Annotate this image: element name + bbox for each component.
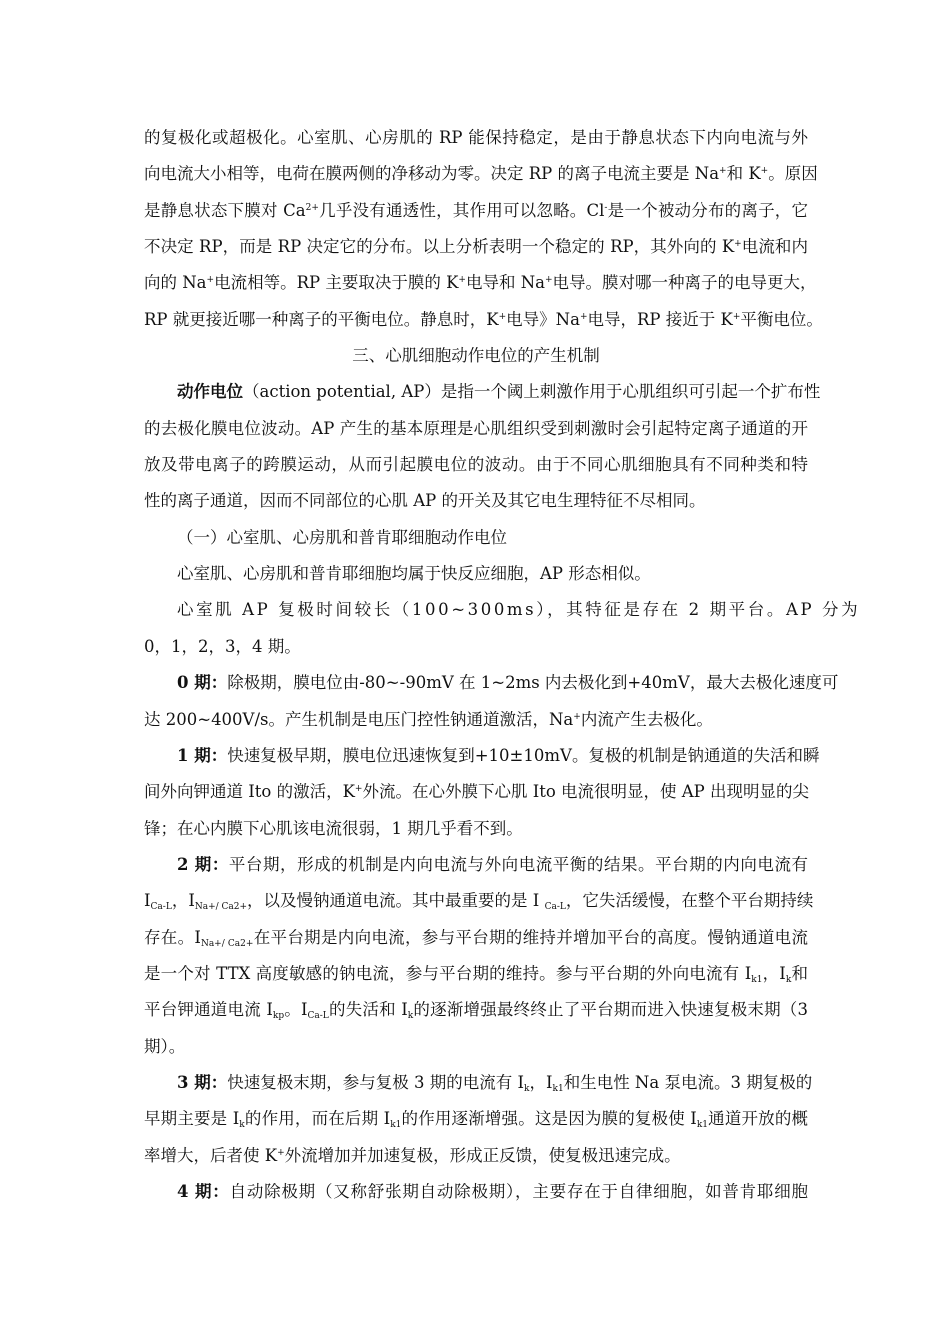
text-run: 的作用逐渐增强。这是因为膜的复极使 I	[401, 1109, 697, 1129]
superscript: +	[277, 1147, 285, 1158]
text-line	[144, 374, 821, 410]
paragraph-resting-potential	[144, 120, 823, 338]
paragraph-action-potential	[144, 374, 821, 519]
text-line	[144, 811, 808, 847]
paragraph-fast-response	[144, 556, 808, 592]
paragraph-phase-1	[144, 738, 820, 847]
paragraph-ventricular-ap	[144, 592, 861, 665]
bold-term: 1 期：	[177, 745, 228, 765]
text-run: 的逐渐增强最终终止了平台期而进入快速复极末期（3	[413, 1000, 808, 1020]
text-run: ，I	[762, 963, 786, 983]
subscript: k	[785, 974, 792, 985]
text-line	[144, 302, 823, 338]
text-run: 。I	[284, 1000, 308, 1020]
text-line	[144, 738, 820, 774]
text-run: I	[144, 891, 151, 911]
superscript: +	[760, 166, 769, 177]
text-run: 电导，RP 接近于 K	[587, 309, 733, 329]
text-run: 。原因	[768, 164, 818, 184]
subscript: k	[407, 1011, 414, 1022]
text-line	[144, 1138, 808, 1174]
subscript: Ca-L	[544, 902, 566, 913]
document-body	[144, 120, 861, 1210]
text-run: 几乎没有通透性，其作用可以忽略。Cl	[318, 200, 605, 220]
text-run: （一）心室肌、心房肌和普肯耶细胞动作电位	[177, 527, 507, 547]
text-run: 的作用，而在后期 I	[244, 1109, 391, 1129]
text-run: 早期主要是 I	[144, 1109, 240, 1129]
text-run: 内流产生去极化。	[580, 709, 713, 729]
text-run: 平衡电位。	[740, 309, 823, 329]
text-run: 和生电性 Na 泵电流。3 期复极的	[563, 1072, 813, 1092]
text-line	[144, 702, 808, 738]
subsection-heading-text	[144, 520, 808, 556]
superscript: +	[458, 275, 466, 286]
text-line	[144, 556, 808, 592]
text-run: 平台期，形成的机制是内向电流与外向电流平衡的结果。平台期的内向电流有	[228, 854, 808, 874]
text-run: 的去极化膜电位波动。AP 产生的基本原理是心肌组织受到刺激时会引起特定离子通道的开	[144, 418, 808, 438]
superscript: 2+	[305, 202, 319, 213]
text-run: ，它失活缓慢，在整个平台期持续	[565, 891, 814, 911]
subsection-heading	[144, 520, 808, 556]
text-run: 三、心肌细胞动作电位的产生机制	[352, 346, 600, 366]
text-run: ，I	[171, 891, 195, 911]
text-line	[144, 774, 808, 810]
text-run: 是静息状态下膜对 Ca	[144, 200, 306, 220]
text-line	[144, 992, 808, 1028]
paragraph-phase-0	[144, 665, 839, 738]
text-run: 不决定 RP，而是 RP 决定它的分布。以上分析表明一个稳定的 RP，其外向的 K	[144, 237, 735, 257]
text-run: 是一个对 TTX 高度敏感的钠电流，参与平台期的维持。参与平台期的外向电流有 I	[144, 963, 752, 983]
subscript: k1	[552, 1083, 564, 1094]
text-line	[144, 1101, 808, 1137]
text-run: 通道开放的概	[708, 1109, 809, 1129]
text-run: 存在。I	[144, 927, 201, 947]
text-run: 心室肌 AP 复极时间较长（100~300ms），其特征是存在 2 期平台。AP 分为	[177, 600, 861, 620]
text-line	[144, 120, 808, 156]
paragraph-phase-2	[144, 847, 814, 1065]
text-line	[144, 411, 808, 447]
text-run: 外流增加并加速复极，形成正反馈，使复极迅速完成。	[284, 1145, 681, 1165]
text-run: 电流和内	[741, 237, 808, 257]
text-run: 电导和 Na	[465, 273, 545, 293]
text-run: 平台钾通道电流 I	[144, 1000, 273, 1020]
text-run: 在平台期是内向电流，参与平台期的维持并增加平台的高度。慢钠通道电流	[253, 927, 808, 947]
text-run: 率增大，后者使 K	[144, 1145, 278, 1165]
superscript: +	[573, 711, 581, 722]
text-line	[144, 1029, 808, 1065]
bold-term: 动作电位	[177, 382, 243, 402]
text-run: 向的 Na	[144, 273, 207, 293]
text-run: 期）。	[144, 1036, 186, 1056]
superscript: -	[604, 202, 608, 213]
subscript: Ca-L	[307, 1011, 329, 1022]
text-run: 0，1，2，3，4 期。	[144, 636, 301, 656]
superscript: +	[545, 275, 553, 286]
text-line	[144, 629, 808, 665]
section-heading-text	[144, 338, 808, 374]
superscript: +	[732, 311, 741, 322]
text-run: 快速复极末期，参与复极 3 期的电流有 I	[227, 1072, 524, 1092]
text-run: 和	[791, 963, 808, 983]
text-run: 自动除极期（又称舒张期自动除极期），主要存在于自律细胞，如普肯耶细胞	[229, 1181, 808, 1201]
text-run: 是一个被动分布的离子，它	[607, 200, 809, 220]
text-run: 达 200~400V/s。产生机制是电压门控性钠通道激活，Na	[144, 709, 574, 729]
text-run: 心室肌、心房肌和普肯耶细胞均属于快反应细胞，AP 形态相似。	[177, 564, 651, 584]
text-line	[144, 229, 808, 265]
text-line	[144, 847, 808, 883]
section-heading	[144, 338, 808, 374]
text-run: （action potential, AP）是指一个阈上刺激作用于心肌组织可引起一个扩布性	[243, 382, 821, 402]
superscript: +	[354, 784, 363, 795]
text-run: RP 就更接近哪一种离子的平衡电位。静息时，K	[144, 309, 499, 329]
text-run: 性的离子通道，因而不同部位的心肌 AP 的开关及其它电生理特征不尽相同。	[144, 491, 706, 511]
text-run: 和 K	[726, 164, 761, 184]
superscript: +	[206, 275, 215, 286]
subscript: Na+/ Ca2+	[194, 902, 248, 913]
text-line	[144, 592, 861, 628]
paragraph-phase-4	[144, 1174, 808, 1210]
text-run: 除极期，膜电位由-80~-90mV 在 1~2ms 内去极化到+40mV，最大去极化速度可	[227, 673, 839, 693]
text-line	[144, 1065, 813, 1101]
superscript: +	[498, 311, 507, 322]
text-line	[144, 883, 814, 919]
subscript: k1	[751, 974, 763, 985]
text-run: 向电流大小相等，电荷在膜两侧的净移动为零。决定 RP 的离子电流主要是 Na	[144, 164, 720, 184]
text-run: 电流相等。RP 主要取决于膜的 K	[214, 273, 459, 293]
subscript: k1	[696, 1120, 709, 1131]
text-run: 的失活和 I	[328, 1000, 408, 1020]
subscript: kp	[272, 1011, 285, 1022]
text-run: ，I	[529, 1072, 553, 1092]
text-line	[144, 665, 839, 701]
superscript: +	[734, 239, 742, 250]
subscript: Na+/ Ca2+	[200, 938, 254, 949]
subscript: k	[524, 1083, 530, 1094]
bold-term: 3 期：	[177, 1072, 228, 1092]
text-run: 快速复极早期，膜电位迅速恢复到+10±10mV。复极的机制是钠通道的失活和瞬	[227, 745, 820, 765]
text-line	[144, 920, 808, 956]
text-run: 放及带电离子的跨膜运动，从而引起膜电位的波动。由于不同心肌细胞具有不同种类和特	[144, 455, 808, 475]
bold-term: 4 期：	[177, 1181, 230, 1201]
superscript: +	[719, 166, 727, 177]
subscript: Ca-L	[150, 902, 172, 913]
text-line	[144, 265, 817, 301]
subscript: k	[239, 1120, 245, 1131]
text-line	[144, 447, 808, 483]
text-run: 电导》Na	[506, 309, 580, 329]
text-line	[144, 193, 808, 229]
text-run: 外流。在心外膜下心肌 Ito 电流很明显，使 AP 出现明显的尖	[362, 782, 810, 802]
text-line	[144, 156, 818, 192]
bold-term: 2 期：	[177, 854, 229, 874]
text-run: 的复极化或超极化。心室肌、心房肌的 RP 能保持稳定，是由于静息状态下内向电流与外	[144, 128, 808, 147]
text-run: 间外向钾通道 Ito 的激活，K	[144, 782, 355, 802]
superscript: +	[579, 311, 588, 322]
text-line	[144, 1174, 808, 1210]
text-line	[144, 956, 808, 992]
paragraph-phase-3	[144, 1065, 813, 1174]
subscript: k1	[390, 1120, 402, 1131]
text-run: ，以及慢钠通道电流。其中最重要的是 I	[247, 891, 545, 911]
text-line	[144, 483, 808, 519]
text-run: 电导。膜对哪一种离子的电导更大，	[552, 273, 817, 293]
text-run: 锋；在心内膜下心肌该电流很弱，1 期几乎看不到。	[144, 818, 523, 838]
bold-term: 0 期：	[177, 673, 228, 693]
